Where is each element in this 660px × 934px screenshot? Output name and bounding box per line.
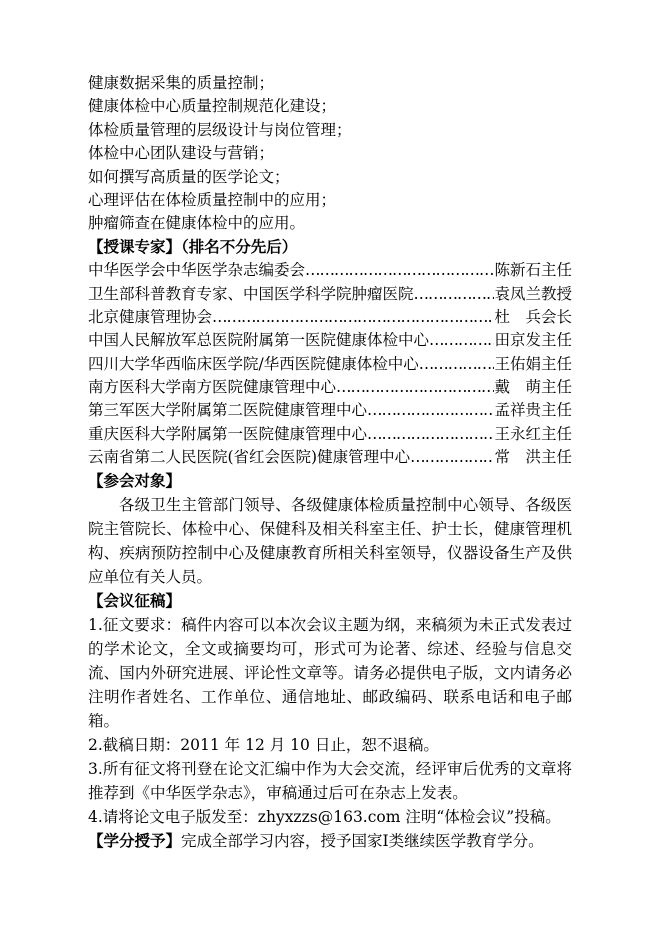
expert-person: 陈新石主任 bbox=[494, 261, 572, 280]
expert-row bbox=[88, 446, 572, 469]
expert-row bbox=[88, 259, 572, 282]
expert-org: 重庆医科大学附属第一医院健康管理中心 bbox=[88, 424, 368, 443]
expert-org: 南方医科大学南方医院健康管理中心 bbox=[88, 378, 337, 397]
leader-dots bbox=[305, 259, 494, 282]
expert-org: 四川大学华西临床医学院/华西医院健康体检中心 bbox=[88, 354, 419, 373]
leader-dots bbox=[419, 353, 495, 376]
topic-item: 健康数据采集的质量控制； bbox=[88, 74, 275, 92]
expert-row bbox=[88, 329, 572, 352]
leader-dots bbox=[410, 446, 494, 469]
paper-item: 2.截稿日期：2011 年 12 月 10 日止，恕不退稿。 bbox=[88, 736, 439, 755]
expert-person: 王永红主任 bbox=[494, 424, 572, 443]
expert-person: 田京发主任 bbox=[494, 331, 572, 350]
topic-item: 心理评估在体检质量控制中的应用； bbox=[88, 190, 337, 209]
paper-item: 4.请将论文电子版发至：zhyxzzs@163.com 注明“体检会议”投稿。 bbox=[88, 808, 561, 827]
credits-line bbox=[88, 829, 572, 853]
papers-heading: 【会议征稿】 bbox=[88, 592, 182, 611]
paper-item: 3.所有征文将刊登在论文汇编中作为大会交流，经评审后优秀的文章将推荐到《中华医学杂志》，审稿通过后可在杂志上发表。 bbox=[88, 760, 572, 803]
expert-org: 卫生部科普教育专家、中国医学科学院肿瘤医院 bbox=[88, 284, 414, 303]
expert-row bbox=[88, 399, 572, 422]
expert-row bbox=[88, 306, 572, 329]
expert-org: 北京健康管理协会 bbox=[88, 307, 213, 326]
experts-heading: 【授课专家】（排名不分先后） bbox=[88, 237, 298, 256]
expert-person: 袁凤兰教授 bbox=[494, 284, 572, 303]
credits-text: 完成全部学习内容，授予国家Ⅰ类继续医学教育学分。 bbox=[181, 832, 544, 851]
expert-person: 孟祥贵主任 bbox=[494, 401, 572, 420]
topic-item: 肿瘤筛查在健康体检中的应用。 bbox=[88, 214, 306, 233]
expert-person: 戴 萌主任 bbox=[494, 378, 572, 397]
expert-org: 第三军医大学附属第二医院健康管理中心 bbox=[88, 401, 368, 420]
credits-heading: 【学分授予】 bbox=[88, 832, 182, 851]
participants-heading: 【参会对象】 bbox=[88, 471, 182, 490]
leader-dots bbox=[367, 399, 494, 422]
topic-item: 如何撰写高质量的医学论文； bbox=[88, 167, 290, 186]
leader-dots bbox=[367, 423, 494, 446]
expert-org: 中华医学会中华医学杂志编委会 bbox=[88, 261, 306, 280]
topic-list bbox=[88, 72, 572, 236]
expert-org: 中国人民解放军总医院附属第一医院健康体检中心 bbox=[88, 331, 430, 350]
expert-org: 云南省第二人民医院(省红会医院)健康管理中心 bbox=[88, 448, 411, 467]
leader-dots bbox=[414, 283, 495, 306]
expert-person: 常 洪主任 bbox=[494, 448, 572, 467]
participants-paragraph: 各级卫生主管部门领导、各级健康体检质量控制中心领导、各级医院主管院长、体检中心、保健科及相关科室主任、护士长，健康管理机构、疾病预防控制中心及健康教育所相关科室领导，仪器设备生产及供应单位有关人员。 bbox=[88, 496, 572, 587]
topic-item: 体检质量管理的层级设计与岗位管理； bbox=[88, 120, 352, 139]
leader-dots bbox=[429, 329, 494, 352]
expert-person: 王佑娟主任 bbox=[494, 354, 572, 373]
expert-row bbox=[88, 376, 572, 399]
expert-row bbox=[88, 353, 572, 376]
expert-list bbox=[88, 259, 572, 470]
expert-row bbox=[88, 423, 572, 446]
paper-item: 1.征文要求：稿件内容可以本次会议主题为纲，来稿须为未正式发表过的学术论文，全文或摘要均可，形式可为论著、综述、经验与信息交流、国内外研究进展、评论性文章等。请务必提供电子版，文内请务必注明作者姓名、工作单位、通信地址、邮政编码、联系电话和电子邮箱。 bbox=[88, 616, 572, 731]
document-page bbox=[88, 72, 572, 853]
expert-person: 杜 兵会长 bbox=[494, 307, 572, 326]
leader-dots bbox=[212, 306, 494, 329]
expert-row bbox=[88, 283, 572, 306]
topic-item: 健康体检中心质量控制规范化建设； bbox=[88, 97, 337, 116]
leader-dots bbox=[336, 376, 494, 399]
topic-item: 体检中心团队建设与营销； bbox=[88, 144, 275, 163]
